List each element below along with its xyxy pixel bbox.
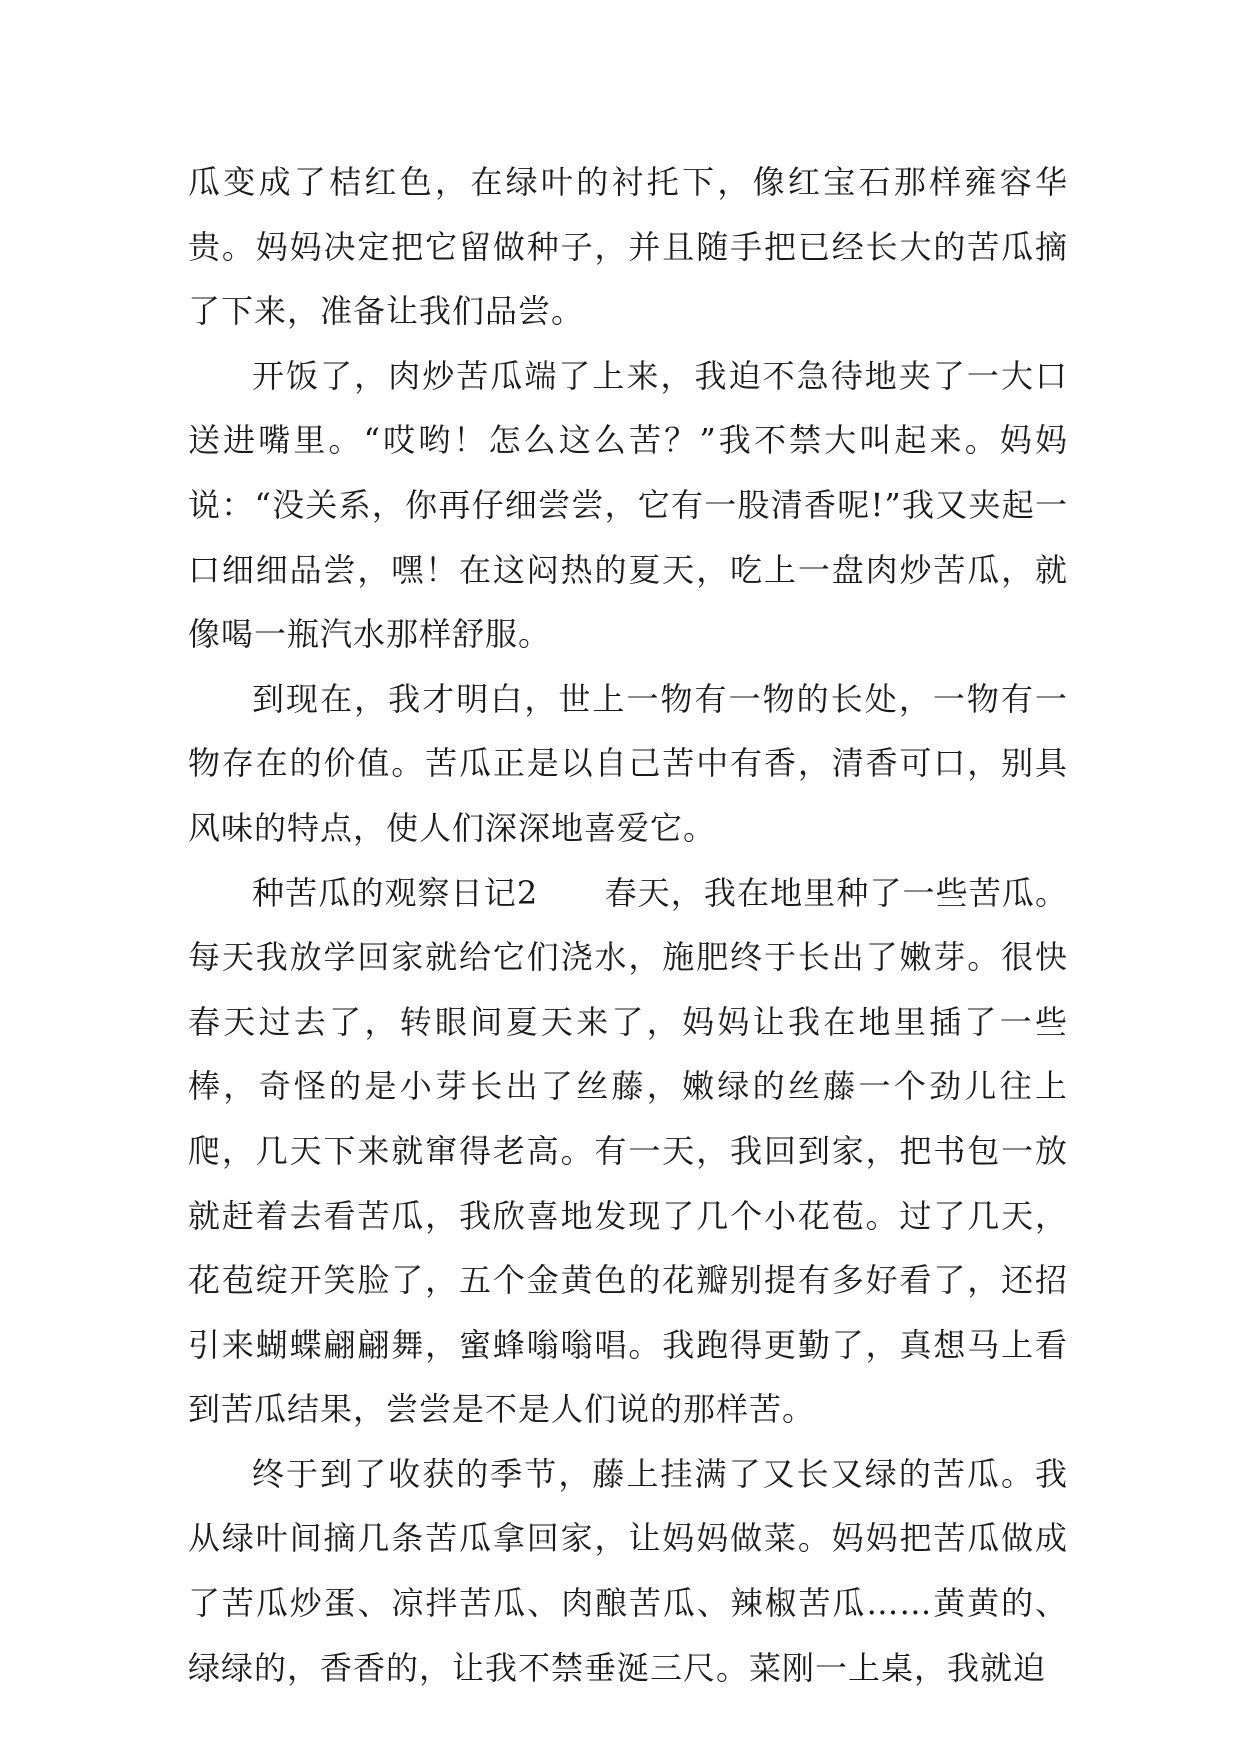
paragraph-2: 开饭了，肉炒苦瓜端了上来，我迫不急待地夹了一大口送进嘴里。“哎哟！怎么这么苦？”我不禁大叫起来。妈妈说：“没关系，你再仔细尝尝，它有一股清香呢!”我又夹起一口细细品尝，嘿！在这闷热的夏天，吃上一盘肉炒苦瓜，就像喝一瓶汽水那样舒服。	[188, 356, 1068, 654]
paragraph-4: 种苦瓜的观察日记2 春天，我在地里种了一些苦瓜。每天我放学回家就给它们浇水，施肥终于长出了嫩芽。很快春天过去了，转眼间夏天来了，妈妈让我在地里插了一些棒，奇怪的是小芽长出了丝藤，嫩绿的丝藤一个劲儿往上爬，几天下来就窜得老高。有一天，我回到家，把书包一放就赶着去看苦瓜，我欣喜地发现了几个小花苞。过了几天，花苞绽开笑脸了，五个金黄色的花瓣别提有多好看了，还招引来蝴蝶翩翩舞，蜜蜂嗡嗡唱。我跑得更勤了，真想马上看到苦瓜结果，尝尝是不是人们说的那样苦。	[188, 873, 1068, 1429]
document-body	[188, 150, 1068, 1700]
paragraph-3: 到现在，我才明白，世上一物有一物的长处，一物有一物存在的价值。苦瓜正是以自己苦中有香，清香可口，别具风味的特点，使人们深深地喜爱它。	[188, 679, 1068, 847]
paragraph-1: 瓜变成了桔红色，在绿叶的衬托下，像红宝石那样雍容华贵。妈妈决定把它留做种子，并且随手把已经长大的苦瓜摘了下来，准备让我们品尝。	[188, 163, 1068, 331]
paragraph-5: 终于到了收获的季节，藤上挂满了又长又绿的苦瓜。我从绿叶间摘几条苦瓜拿回家，让妈妈做菜。妈妈把苦瓜做成了苦瓜炒蛋、凉拌苦瓜、肉酿苦瓜、辣椒苦瓜……黄黄的、绿绿的，香香的，让我不禁垂涎三尺。菜刚一上桌，我就迫	[188, 1454, 1068, 1687]
